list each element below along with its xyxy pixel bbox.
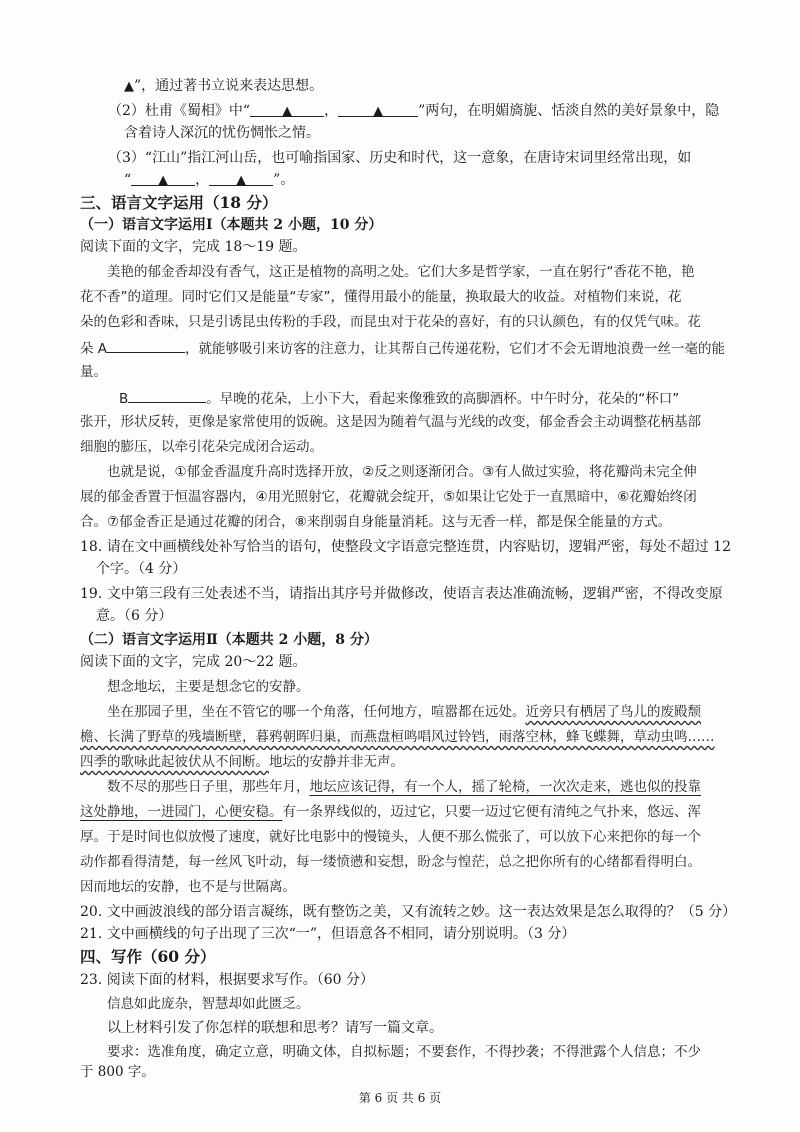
- passage1-line4: 朵 A ，就能够吸引来访客的注意力，让其帮自己传递花粉，它们才不会无谓地浪费一丝一毫的能: [80, 337, 725, 359]
- writing-requirements-line1: 要求：选准角度，确定立意，明确文体，自拟标题；不要套作，不得抄袭；不得泄露个人信息；不少: [107, 1044, 701, 1060]
- q19-line1: 19. 文中第三段有三处表述不当，请指出其序号并做修改，使语言表达准确流畅，逻辑严密，不得改变原: [80, 586, 723, 602]
- section3-title: 三、语言文字运用（18 分）: [80, 193, 278, 212]
- q2-line2: 含着诗人深沉的忧伤惆怅之情。: [124, 125, 320, 141]
- passage5-line1: 坐在那园子里，坐在不管它的哪一个角落，任何地方，喧嚣都在远处。近旁只有栖居了鸟儿的废殿颓: [107, 704, 701, 720]
- section3-sub1: （一）语言文字运用Ⅰ（本题共 2 小题，10 分）: [80, 217, 383, 233]
- wavy-underline-text: 四季的歌咏此起彼伏从不间断。: [80, 754, 269, 770]
- passage2-line3: 细胞的膨压，以牵引花朵完成闭合运动。: [80, 439, 323, 455]
- section3-intro2: 阅读下面的文字，完成 20～22 题。: [80, 654, 307, 670]
- passage1-line3: 朵的色彩和香味，只是引诱昆虫传粉的手段，而昆虫对于花朵的喜好，有的只认颜色，有的仅凭气味。花: [80, 314, 701, 330]
- q2-blank-1: ▲: [250, 101, 324, 117]
- q18-line1: 18. 请在文中画横线处补写恰当的语句，使整段文字语意完整连贯，内容贴切，逻辑严密，每处不超过 12: [80, 539, 731, 555]
- continuation-line: [124, 76, 323, 97]
- material-text: 信息如此庞杂，智慧却如此匮乏。: [107, 996, 310, 1012]
- answer-marker: ▲: [124, 79, 134, 94]
- section3-intro1: 阅读下面的文字，完成 18～19 题。: [80, 239, 307, 255]
- page-footer: [0, 1090, 800, 1106]
- q2-blank-2: ▲: [338, 101, 418, 117]
- passage3-line3: 合。⑦郁金香正是通过花瓣的闭合，⑧来削弱自身能量消耗。这与无香一样，都是保全能量的方式。: [80, 514, 672, 530]
- q2-line1: （2）杜甫《蜀相》中“ ▲ ， ▲ ”两句，在明媚旖旎、恬淡自然的美好景象中，隐: [108, 103, 720, 119]
- passage6-line3: 厚。于是时间也似放慢了速度，就好比电影中的慢镜头，人便不那么慌张了，可以放下心来把你的每一个: [80, 829, 701, 845]
- passage5-line3: 四季的歌咏此起彼伏从不间断。地坛的安静并非无声。: [80, 754, 404, 770]
- q23: 23. 阅读下面的材料，根据要求写作。（60 分）: [80, 972, 374, 988]
- q2-prefix: （2）杜甫《蜀相》中“: [108, 103, 251, 119]
- underlined-sentence: 这处静地，一进园门，心便安稳。: [80, 804, 283, 820]
- q3-blank-2: ▲: [209, 170, 273, 186]
- passage2-line2: 张开，形状反转，更像是家常使用的饭碗。这是因为随着气温与光线的改变，郁金香会主动调整花柄基部: [80, 414, 701, 430]
- section4-title: 四、写作（60 分）: [80, 947, 216, 966]
- passage6-line4: 动作都看得清楚，每一丝风飞叶动，每一缕愤懑和妄想，盼念与惶茫，总之把你所有的心绪都看得明白。: [80, 854, 701, 870]
- passage5-line2: [80, 727, 715, 747]
- writing-requirements-line2: 于 800 字。: [80, 1064, 155, 1080]
- passage1-line1: 美艳的郁金香却没有香气，这正是植物的高明之处。它们大多是哲学家，一直在躬行“香花不艳，艳: [107, 264, 695, 280]
- writing-prompt: 以上材料引发了你怎样的联想和思考？请写一篇文章。: [107, 1020, 443, 1036]
- passage6-line1: 数不尽的那些日子里，那些年月，地坛应该记得，有一个人，摇了轮椅，一次次走来，逃也似的投靠: [107, 779, 701, 795]
- q3-line2: “ ▲ ， ▲ ”。: [124, 172, 295, 188]
- section3-sub2: （二）语言文字运用Ⅱ（本题共 2 小题，8 分）: [80, 632, 378, 648]
- underlined-sentence: 地坛应该记得，有一个人，摇了轮椅，一次次走来，逃也似的投靠: [309, 779, 701, 795]
- passage3-line1: 也就是说，①郁金香温度升高时选择开放，②反之则逐渐闭合。③有人做过实验，将花瓣尚未完全伸: [107, 464, 697, 480]
- passage2-line1: B 。早晚的花朵，上小下大，看起来像雅致的高脚酒杯。中午时分，花朵的“杯口”: [119, 387, 679, 409]
- blank-b: [128, 387, 206, 403]
- wavy-underline-text: 檐、长满了野草的残墙断壁，暮鸦朝晖归巢，而燕盘桓鸣唱风过铃铛，雨落空林，蜂飞蝶舞，草动虫鸣……: [80, 729, 715, 745]
- passage1-line2: 花不香”的道理。同时它们又是能量“专家”，懂得用最小的能量，换取最大的收益。对植物们来说，花: [80, 289, 682, 305]
- blank-a-label: 朵 A: [80, 341, 108, 357]
- page-number: 第 6 页 共 6 页: [358, 1091, 442, 1105]
- passage1-line5: 量。: [80, 364, 107, 380]
- continuation-text: ”，通过著书立说来表达思想。: [134, 78, 324, 94]
- blank-b-label: B: [119, 391, 129, 407]
- q3-line1: （3）“江山”指江河山岳，也可喻指国家、历史和时代，这一意象，在唐诗宋词里经常出现，如: [108, 150, 692, 166]
- q18-line2: 个字。（4 分）: [96, 561, 187, 577]
- passage3-line2: 展的郁金香置于恒温容器内，④用光照射它，花瓣就会绽开，⑤如果让它处于一直黑暗中，⑥花瓣始终闭: [80, 489, 697, 505]
- q3-blank-1: ▲: [131, 170, 195, 186]
- q19-line2: 意。（6 分）: [96, 608, 173, 624]
- q2-suffix: ”两句，在明媚旖旎、恬淡自然的美好景象中，隐: [418, 103, 720, 119]
- passage6-line5: 因而地坛的安静，也不是与世隔离。: [80, 879, 296, 895]
- wavy-underline-text: 近旁只有栖居了鸟儿的废殿颓: [525, 704, 701, 720]
- blank-a: [107, 337, 185, 353]
- passage4-line1: 想念地坛，主要是想念它的安静。: [107, 679, 310, 695]
- passage6-line2: 这处静地，一进园门，心便安稳。有一条界线似的，迈过它，只要一迈过它便有清纯之气扑来，悠远、浑: [80, 804, 701, 820]
- q21: 21. 文中画横线的句子出现了三次“一”，但语意各不相同，请分别说明。（3 分）: [80, 926, 576, 942]
- q20: 20. 文中画波浪线的部分语言凝练，既有整饬之美，又有流转之妙。这一表达效果是怎么取得的？（5 分）: [80, 904, 737, 920]
